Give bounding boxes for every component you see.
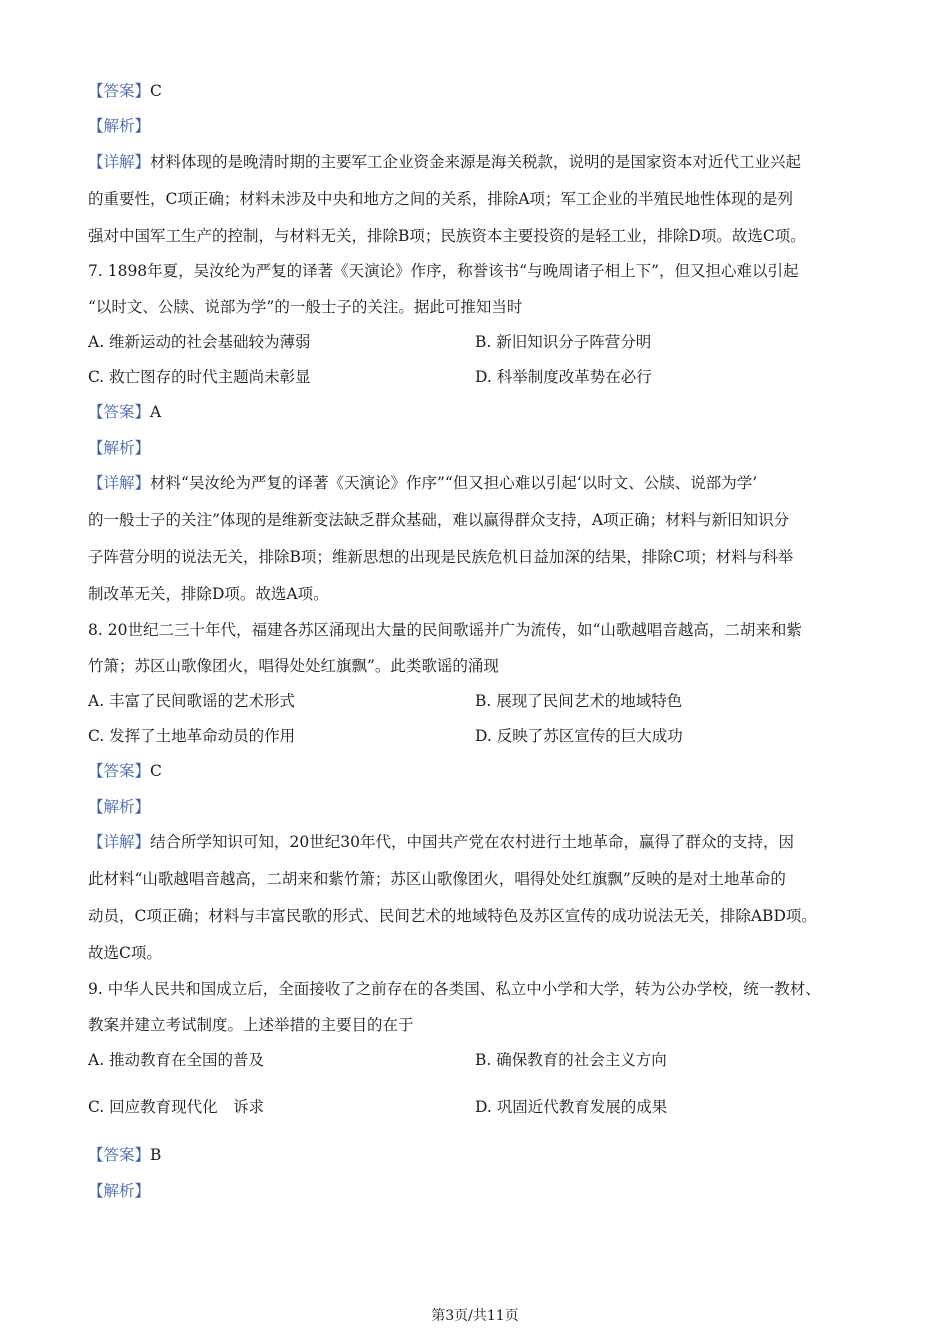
q8-detail-line-2: 此材料“山歌越唱音越高，二胡来和紫竹箫；苏区山歌像团火，唱得处处红旗飘”反映的是对土地革命的 (88, 870, 786, 888)
q9-analysis-tag: 【解析】 (88, 1182, 151, 1200)
detail-tag: 【详解】 (88, 474, 151, 492)
q6-detail-line-2: 的重要性，C项正确；材料未涉及中央和地方之间的关系，排除A项；军工企业的半殖民地性体现的是列 (88, 190, 794, 208)
detail-tag: 【详解】 (88, 153, 151, 171)
q7-option-d: D. 科举制度改革势在必行 (475, 368, 652, 386)
q6-answer-line (88, 81, 162, 101)
detail-tag: 【详解】 (88, 833, 151, 851)
q9-stem-line-1: 9. 中华人民共和国成立后，全面接收了之前存在的各类国、私立中小学和大学，转为公办学校，统一教材、 (88, 980, 821, 998)
q7-detail-line-1 (88, 473, 757, 493)
q8-detail-line-1 (88, 832, 794, 852)
q8-option-c: C. 发挥了土地革命动员的作用 (88, 727, 296, 745)
answer-tag: 【答案】 (88, 762, 151, 780)
q9-option-b: B. 确保教育的社会主义方向 (475, 1051, 667, 1069)
answer-value: C (150, 82, 162, 100)
q9-option-a: A. 推动教育在全国的普及 (88, 1051, 265, 1069)
q6-detail-line-1 (88, 152, 801, 172)
q9-option-c: C. 回应教育现代化 诉求 (88, 1098, 265, 1116)
q7-stem-line-1: 7. 1898年夏，吴汝纶为严复的译著《天演论》作序，称誉该书“与晚周诸子相上下”，但又担心难以引起 (88, 262, 799, 280)
page-number-footer: 第3页/共11页 (431, 1308, 519, 1324)
q7-answer-line (88, 402, 161, 422)
q8-option-a: A. 丰富了民间歌谣的艺术形式 (88, 692, 296, 710)
answer-value: A (150, 403, 162, 421)
q8-stem-line-1: 8. 20世纪二三十年代，福建各苏区涌现出大量的民间歌谣并广为流传，如“山歌越唱音越高，二胡来和紫 (88, 621, 802, 639)
q7-option-c: C. 救亡图存的时代主题尚未彰显 (88, 368, 311, 386)
q8-detail-line-4: 故选C项。 (88, 944, 162, 962)
q7-detail-line-2: 的一般士子的关注”体现的是维新变法缺乏群众基础，难以赢得群众支持，A项正确；材料与新旧知识分 (88, 511, 790, 529)
q8-analysis-tag: 【解析】 (88, 798, 151, 816)
q9-stem-line-2: 教案并建立考试制度。上述举措的主要目的在于 (88, 1016, 414, 1034)
answer-tag: 【答案】 (88, 1146, 151, 1164)
q8-stem-line-2: 竹箫；苏区山歌像团火，唱得处处红旗飘”。此类歌谣的涌现 (88, 657, 499, 675)
q6-analysis-tag: 【解析】 (88, 117, 151, 135)
detail-text: 材料“吴汝纶为严复的译著《天演论》作序”“但又担心难以引起‘以时文、公牍、说部为学’ (150, 474, 758, 492)
detail-text: 材料体现的是晚清时期的主要军工企业资金来源是海关税款，说明的是国家资本对近代工业兴起 (150, 153, 802, 171)
q7-option-b: B. 新旧知识分子阵营分明 (475, 333, 652, 351)
q7-stem-line-2: “以时文、公牍、说部为学”的一般士子的关注。据此可推知当时 (88, 298, 523, 316)
answer-value: C (150, 762, 162, 780)
answer-tag: 【答案】 (88, 82, 151, 100)
q9-answer-line (88, 1145, 161, 1165)
q8-option-b: B. 展现了民间艺术的地域特色 (475, 692, 683, 710)
q8-answer-line (88, 761, 162, 781)
q7-detail-line-3: 子阵营分明的说法无关，排除B项；维新思想的出现是民族危机日益加深的结果，排除C项；材料与科举 (88, 548, 794, 566)
detail-text: 结合所学知识可知，20世纪30年代，中国共产党在农村进行土地革命，赢得了群众的支持，因 (150, 833, 794, 851)
q8-option-d: D. 反映了苏区宣传的巨大成功 (475, 727, 683, 745)
q7-detail-line-4: 制改革无关，排除D项。故选A项。 (88, 585, 329, 603)
answer-value: B (150, 1146, 162, 1164)
q6-detail-line-3: 强对中国军工生产的控制，与材料无关，排除B项；民族资本主要投资的是轻工业，排除D项。故选C项。 (88, 227, 806, 245)
q8-detail-line-3: 动员，C项正确；材料与丰富民歌的形式、民间艺术的地域特色及苏区宣传的成功说法无关，排除ABD项。 (88, 907, 817, 925)
q7-option-a: A. 维新运动的社会基础较为薄弱 (88, 333, 311, 351)
q7-analysis-tag: 【解析】 (88, 439, 151, 457)
answer-tag: 【答案】 (88, 403, 151, 421)
q9-option-d: D. 巩固近代教育发展的成果 (475, 1098, 668, 1116)
